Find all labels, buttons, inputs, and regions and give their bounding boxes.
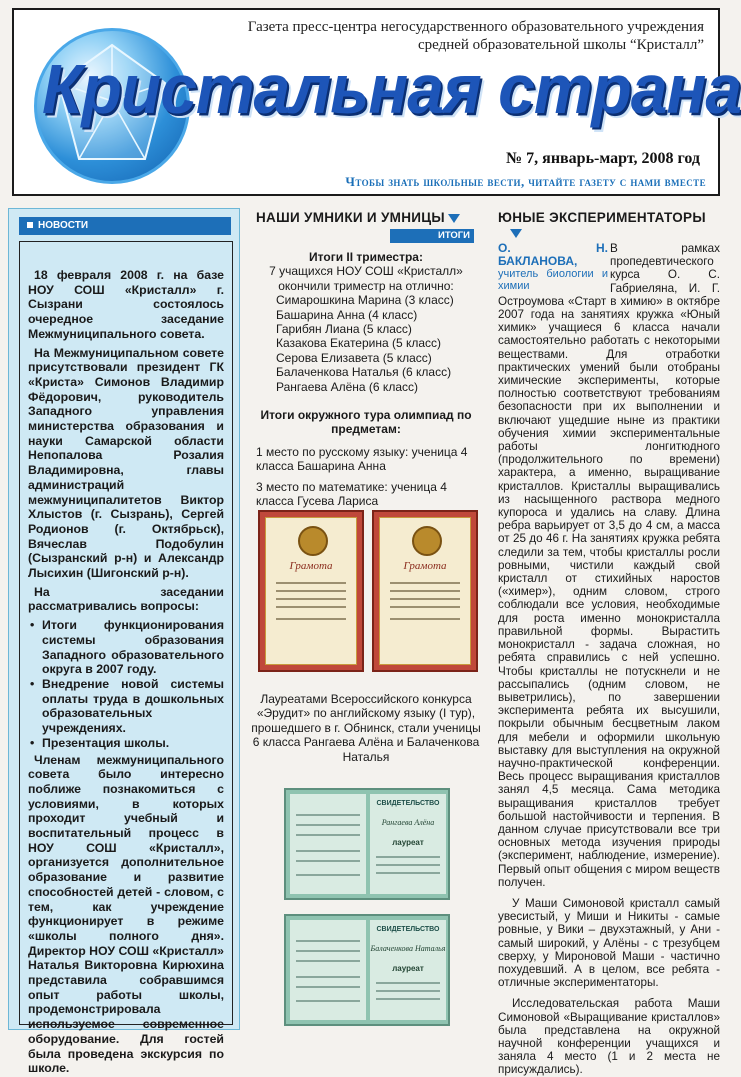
diploma-image	[284, 914, 450, 1026]
list-item: Рангаева Алёна (6 класс)	[276, 379, 418, 394]
square-bullet-icon	[27, 222, 33, 228]
trimester-heading: Итоги II триместра:	[309, 250, 423, 264]
diploma-laureate: лауреат	[392, 838, 424, 847]
certificate-word: Грамота	[403, 560, 447, 572]
list-item: • Итоги функционирования системы образования Западного образовательного округа в 2007 году.	[28, 618, 224, 677]
triangle-down-icon	[510, 229, 522, 238]
itogi-tab: ИТОГИ	[390, 229, 474, 243]
diploma-name: Рангаева Алёна	[381, 818, 435, 827]
author-name: О. Н. БАКЛАНОВА,	[498, 241, 608, 269]
list-item: Гарибян Лиана (5 класс)	[276, 322, 412, 337]
results-section-title	[256, 210, 482, 225]
laureates-text: Лауреатами Всероссийского конкурса «Эрудит» по английскому языку (I тур), прошедшего в г. Обнинск, стали ученицы 6 класса Рангаева Алёна и Балаченкова Наталья	[251, 692, 481, 764]
news-tab-label: НОВОСТИ	[38, 220, 89, 231]
author-role: учитель биологии и химии	[498, 268, 608, 293]
olympiad-heading: Итоги окружного тура олимпиад по предметам:	[260, 408, 472, 437]
author-byline	[498, 241, 610, 293]
certificate-word: Грамота	[289, 560, 333, 572]
news-paragraph-1: 18 февраля 2008 г. на базе НОУ СОШ «Кристалл» г. Сызрани состоялось очередное заседание Межмуниципального совета.	[28, 268, 224, 341]
list-item: Серова Елизавета (5 класс)	[276, 350, 432, 365]
diploma-image	[284, 788, 450, 900]
results-title-text: НАШИ УМНИКИ И УМНИЦЫ	[256, 210, 445, 225]
diploma-laureate: лауреат	[392, 964, 424, 973]
publisher-line-2: средней образовательной школы “Кристалл”	[417, 37, 704, 53]
experimenters-article	[498, 242, 720, 1077]
motto: Чтобы знать школьные вести, читайте газету с нами вместе	[345, 174, 706, 189]
certificate-image	[258, 510, 364, 672]
list-item: Башарина Анна (4 класс)	[276, 307, 418, 322]
certificates-photo	[252, 510, 482, 678]
publisher-line-1: Газета пресс-центра негосударственного образовательного учреждения	[247, 19, 704, 35]
list-item: • Презентация школы.	[28, 736, 224, 751]
news-paragraph-4: Членам межмуниципального совета было интересно поближе познакомиться с условиями, в которых проходит учебный и воспитательный процесс в НОУ СОШ «Кристалл», организуется дополнительное образование и развитие способностей детей - словом, с тем, как учреждение функционирует в режиме «школы полного дня». Директор НОУ СОШ «Кристалл» Наталья Викторовна Кирюхина представила собравшимся опыт работы школы, продемонстрировала используемое современное оборудование. Для гостей была проведена экскурсия по школе.	[28, 752, 224, 1076]
masthead	[12, 8, 741, 196]
article-paragraph-2: У Маши Симоновой кристалл самый увесистый, у Миши и Никиты - самые ровные, у Вики – двухэтажный, у Ани - самый широкий, у Алёны - с трезубцем сверху, у Мироновой Маши - частично похудевший. А в целом, все ребята - отличные экспериментаторы.	[498, 896, 720, 990]
students-list	[250, 293, 482, 394]
news-issues-list	[28, 618, 224, 750]
olympiad-place-3: 3 место по математике: ученица 4 класса Гусева Лариса	[256, 479, 447, 509]
list-item: Балаченкова Наталья (6 класс)	[276, 365, 452, 380]
article-paragraph-1: В рамках пропедевтического курса О. С. Габриеляна, И. Г. Остроумова «Старт в химию» в октябре 2007 года на занятиях кружка «Юный химик» учащиеся 6 класса начали самостоятельно работать с некоторыми веществами. Для отработки практических умений были отобраны химические эксперименты, которые полностью соответствуют требованиям безопасности при их выполнении и включают ущедшие ныне из практики обучения химии экспериментальные работы лонгитюдного (продолжительного по времени) характера, а именно, выращивание кристаллов. Кристаллы выращивались из насыщенного раствора медного купороса и удались на славу. Длина ребра варьирует от 3,5 до 4 см, а масса от 25 до 46 г. На занятиях кружка ребята следили за тем, чтобы кристаллы росли ровными, чистили каждый свой кристалл от стихийных наростов («химер»), одним словом, строго соблюдали все условия, необходимые для роста именно монокристалла правильной формы. Вырастить монокристалл - задача сложная, но ребята справились с ней успешно. Чтобы кристаллы не потускнели и не рассыпались (одним словом, не выветрились), по завершении эксперимента ребята их высушили, покрыли обычным бесцветным лаком для мебели и оформили школьную выставку для выступления на окружной научно-практической конференции. Весь процесс выращивания кристаллов занял 4,5 месяца. Сама методика выращивания кристаллов требует большой настойчивости и терпения. В данном случае присутствовали все три основных метода изучения природы (эксперимент, наблюдение, измерение). Первый опыт общения с миром веществ получен.	[498, 242, 720, 889]
list-item: Симарошкина Марина (3 класс)	[276, 293, 454, 308]
emblem-icon	[412, 526, 442, 556]
diploma-word: СВИДЕТЕЛЬСТВО	[376, 800, 440, 807]
triangle-down-icon	[448, 214, 460, 223]
diploma-name: Балаченкова Наталья	[370, 944, 446, 953]
newspaper-title: Кристальная страна	[42, 50, 741, 128]
article-paragraph-3: Исследовательская работа Маши Симоновой «Выращивание кристаллов» была представлена на окружной научной конференции учащихся и заняла 4 место (1 и 2 места не присуждались).	[498, 997, 720, 1077]
list-item: • Внедрение новой системы оплаты труда в дошкольных образовательных учреждениях.	[28, 677, 224, 736]
news-tab	[19, 217, 231, 235]
list-item: Казакова Екатерина (5 класс)	[276, 336, 442, 351]
experimenters-title-text: ЮНЫЕ ЭКСПЕРИМЕНТАТОРЫ	[498, 210, 706, 225]
news-column	[8, 208, 240, 1076]
issue-number: № 7, январь-март, 2008 год	[506, 150, 700, 167]
news-paragraph-3: На заседании рассматривались вопросы:	[28, 584, 224, 614]
experimenters-section-title	[498, 210, 724, 240]
olympiad-place-1: 1 место по русскому языку: ученица 4 класса Башарина Анна	[256, 444, 468, 474]
certificate-image	[372, 510, 478, 672]
news-paragraph-2: На Межмуниципальном совете присутствовали президент ГК «Криста» Симонов Владимир Фёдорович, руководитель Западного управления министерства образования и науки Самарской области Непопалова Розалия Владимировна, главы администраций межмуниципалитетов Виктор Хлыстов (г. Сызрань), Сергей Родионов (г. Октябрьск), Вячеслав Подобулин (Сызранский р-н) и Александр Лысихин (Шигонский р-н).	[28, 345, 224, 581]
news-box	[19, 241, 233, 1076]
results-text	[250, 250, 482, 509]
experimenters-column	[492, 208, 724, 1077]
diploma-word: СВИДЕТЕЛЬСТВО	[376, 926, 440, 933]
results-column	[250, 208, 482, 1030]
trimester-intro: 7 учащихся НОУ СОШ «Кристалл» окончили триместр на отлично:	[269, 264, 463, 293]
emblem-icon	[298, 526, 328, 556]
